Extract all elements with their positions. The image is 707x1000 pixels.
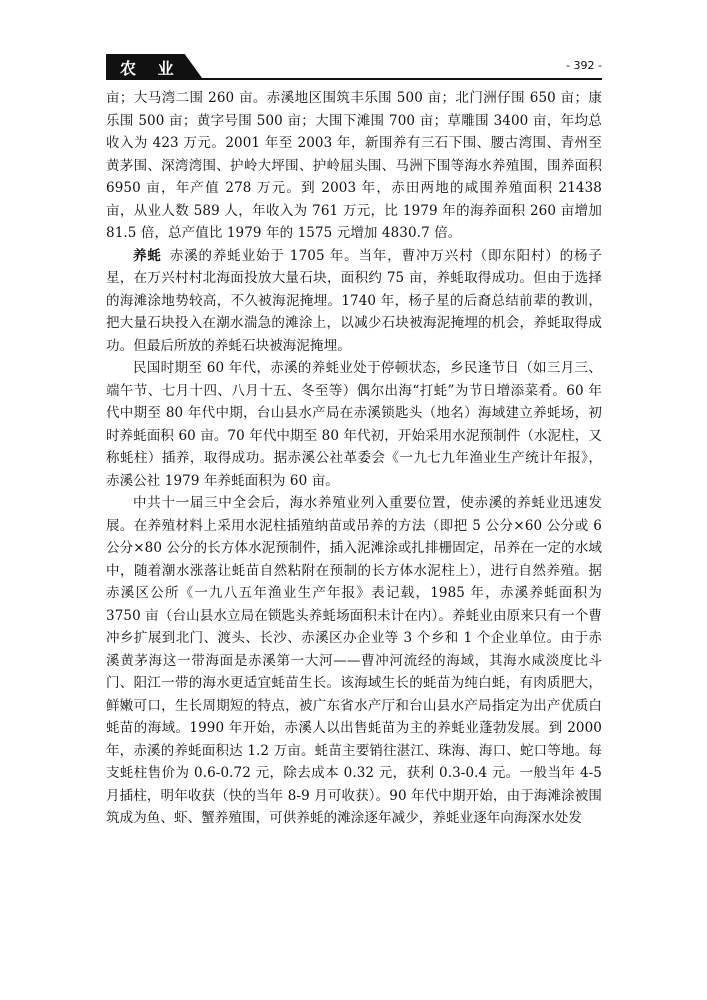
paragraph-reform-era: 中共十一届三中全会后，海水养殖业列入重要位置，使赤溪的养蚝业迅速发展。在养殖材料上采用水泥柱插殖纳苗或吊养的方法（即把 5 公分×60 公分或 6 公分×80 公分的长方体水泥预制件，插入泥滩涂或扎排栅固定，吊养在一定的水域中，随着潮水涨落让蚝苗自然粘附在预制的长方体水泥柱上），进行自然养殖。据赤溪区公所《一九八五年渔业生产年报》表记载，1985 年，赤溪养蚝面积为 3750 亩（台山县水立局在锁匙头养蚝场面积未计在内）。养蚝业由原来只有一个曹冲乡扩展到北门、渡头、长沙、赤溪区办企业等 3 个乡和 1 个企业单位。由于赤溪黄茅海这一带海面是赤溪第一大河——曹冲河流经的海域，其海水咸淡度比斗门、阳江一带的海水更适宜蚝苗生长。该海域生长的蚝苗为纯白蚝，有肉质肥大，鲜嫩可口，生长周期短的特点，被广东省水产厅和台山县水产局指定为出产优质白蚝苗的海域。1990 年开始，赤溪人以出售蚝苗为主的养蚝业蓬勃发展。到 2000 年，赤溪的养蚝面积达 1.2 万亩。蚝苗主要销往湛江、珠海、海口、蛇口等地。每支蚝柱售价为 0.6-0.72 元，除去成本 0.32 元，获利 0.3-0.4 元。一般当年 4-5 月插柱，明年收获（快的当年 8-9 月可收获）。90 年代中期开始，由于海滩涂被围筑成为鱼、虾、蟹养殖围，可供养蚝的滩涂逐年减少，养蚝业逐年向海深水处发 bbox=[106, 495, 602, 826]
page-header bbox=[106, 54, 602, 80]
paragraph-oyster-farming-origin-text: 赤溪的养蚝业始于 1705 年。当年，曹冲万兴村（即东阳村）的杨子星，在万兴村村北海面投放大量石块，面积约 75 亩，养蚝取得成功。但由于选择的海滩涂地势较高，不久被海泥掩埋。1740 年，杨子星的后裔总结前辈的教训，把大量石块投入在潮水湍急的滩涂上，以减少石块被海泥掩埋的机会，养蚝取得成功。但最后所放的养蚝石块被海泥掩埋。 bbox=[106, 247, 602, 354]
section-title: 农 业 bbox=[120, 59, 182, 78]
section-term: 养蚝 bbox=[133, 247, 162, 264]
paragraph-republic-era: 民国时期至 60 年代，赤溪的养蚝业处于停顿状态，乡民逢节日（如三月三、端午节、七月十四、八月十五、冬至等）偶尔出海“打蚝”为节日增添菜肴。60 年代中期至 80 年代中期，台山县水产局在赤溪锁匙头（地名）海域建立养蚝场，初时养蚝面积 60 亩。70 年代中期至 80 年代初，开始采用水泥预制件（水泥柱，又称蚝柱）插养，取得成功。据赤溪公社革委会《一九七九年渔业生产统计年报》，赤溪公社 1979 年养蚝面积为 60 亩。 bbox=[106, 360, 602, 489]
paragraph-continuation: 亩；大马湾二围 260 亩。赤溪地区围筑丰乐围 500 亩；北门洲仔围 650 亩；康乐围 500 亩；黄字号围 500 亩；大围下滩围 700 亩；草雕围 3400 亩，年均总收入为 423 万元。2001 年至 2003 年，新围养有三石下围、腰古湾围、青州至黄茅围、深湾湾围、护岭大坪围、护岭屈头围、马洲下围等海水养殖围，围养面积 6950 亩，年产值 278 万元。到 2003 年，赤田两地的咸围养殖面积 21438 亩，从业人数 589 人，年收入为 761 万元，比 1979 年的海养面积 260 亩增加 81.5 倍，总产值比 1979 年的 1575 元增加 4830.7 倍。 bbox=[106, 90, 602, 241]
page-number: - 392 - bbox=[566, 59, 602, 72]
header-rule bbox=[106, 78, 602, 80]
paragraph-oyster-farming-origin bbox=[106, 245, 602, 358]
page-body bbox=[106, 87, 602, 830]
